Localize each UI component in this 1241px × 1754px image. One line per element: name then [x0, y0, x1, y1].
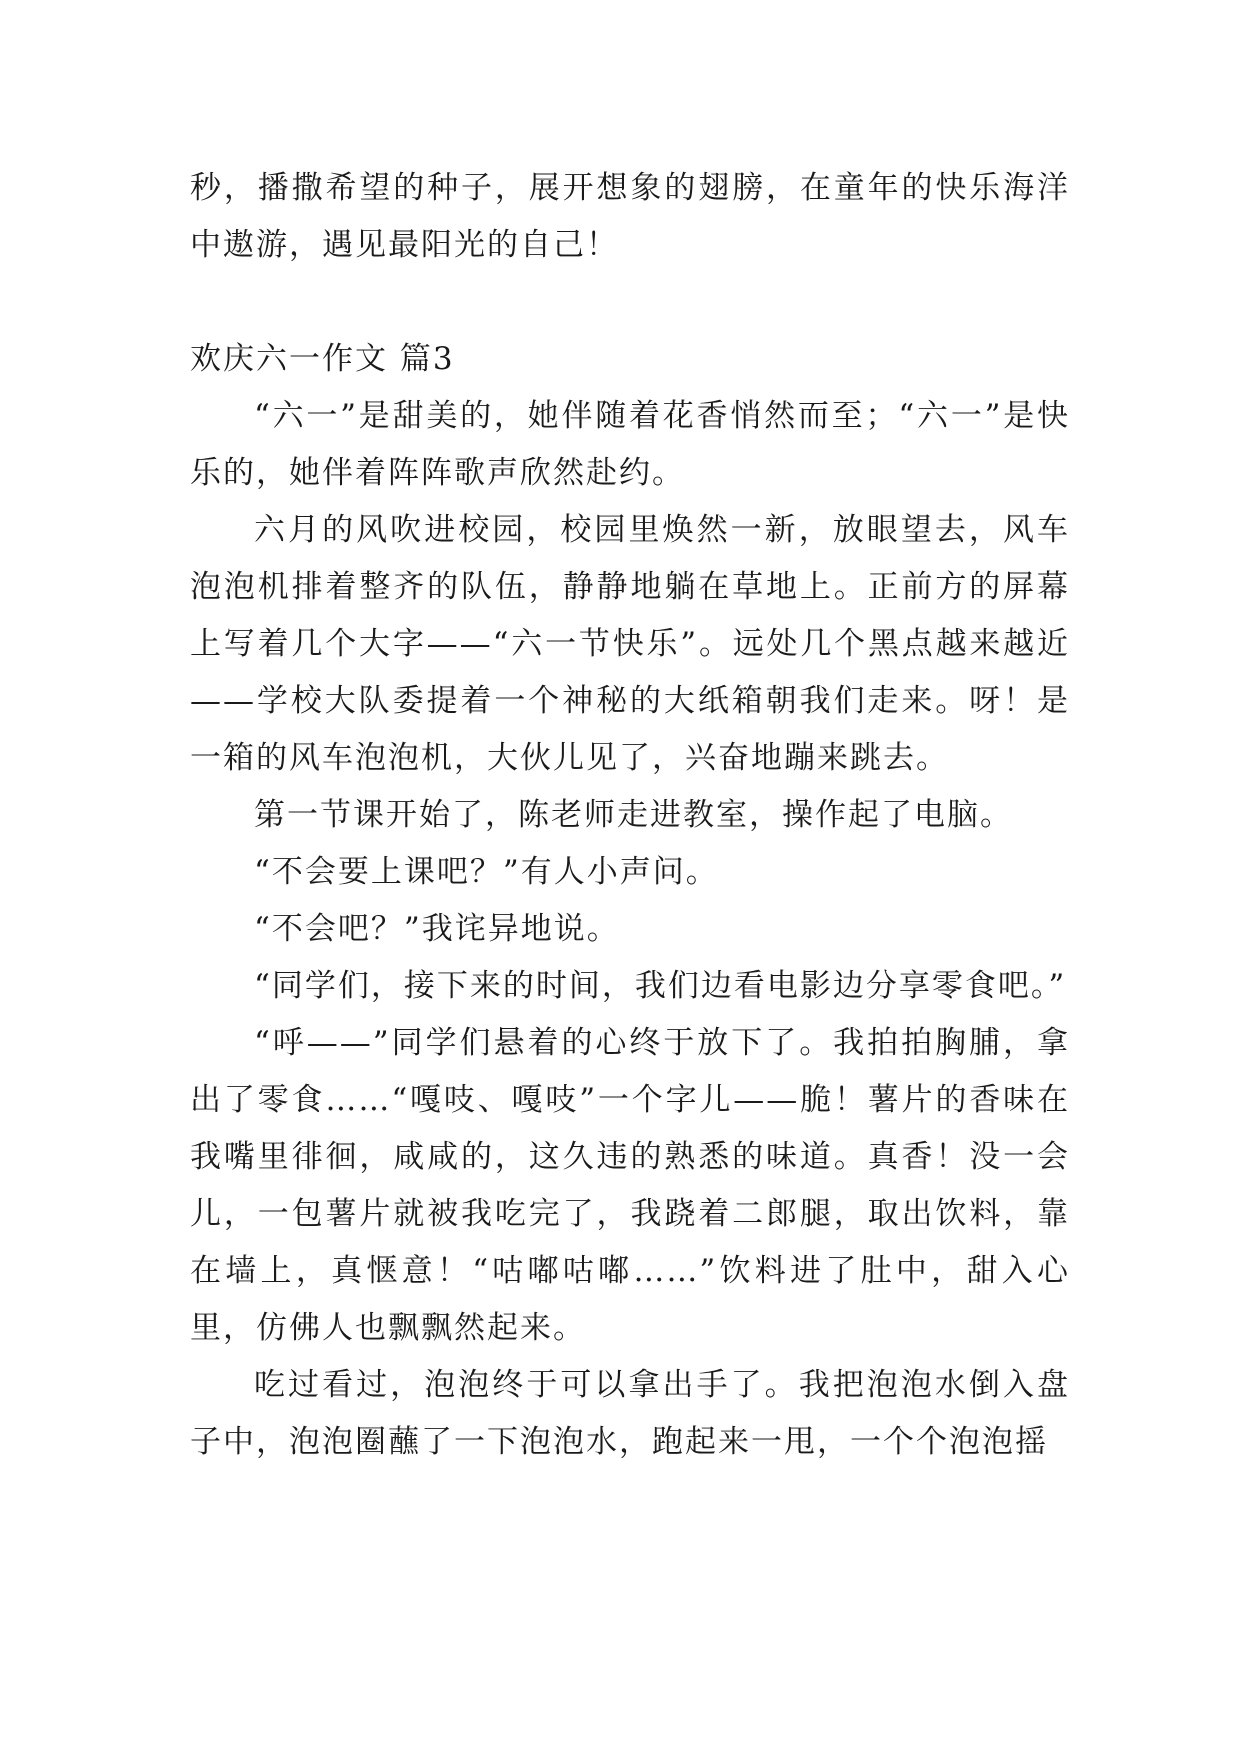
- paragraph-6: “同学们，接下来的时间，我们边看电影边分享零食吧。”: [254, 968, 1067, 1004]
- paragraph-8: 吃过看过，泡泡终于可以拿出手了。我把泡泡水倒入盘子中，泡泡圈蘸了一下泡泡水，跑起来一甩，一个个泡泡摇: [190, 1367, 1070, 1460]
- paragraph-3: 第一节课开始了，陈老师走进教室，操作起了电脑。: [254, 797, 1013, 833]
- paragraph-4: “不会要上课吧？”有人小声问。: [254, 854, 719, 890]
- paragraph-5: “不会吧？”我诧异地说。: [254, 911, 620, 947]
- section-spacer: [190, 274, 1070, 331]
- paragraph-1: “六一”是甜美的，她伴随着花香悄然而至；“六一”是快乐的，她伴着阵阵歌声欣然赴约。: [190, 398, 1070, 491]
- continuation-paragraph: 秒，播撒希望的种子，展开想象的翅膀，在童年的快乐海洋中遨游，遇见最阳光的自己！: [190, 170, 1070, 263]
- paragraph-2: 六月的风吹进校园，校园里焕然一新，放眼望去，风车泡泡机排着整齐的队伍，静静地躺在草地上。正前方的屏幕上写着几个大字——“六一节快乐”。远处几个黑点越来越近——学校大队委提着一个神秘的大纸箱朝我们走来。呀！是一箱的风车泡泡机，大伙儿见了，兴奋地蹦来跳去。: [190, 512, 1070, 776]
- section-title: 欢庆六一作文 篇3: [190, 341, 455, 377]
- document-page: [190, 160, 1070, 1471]
- paragraph-7: “呼——”同学们悬着的心终于放下了。我拍拍胸脯，拿出了零食……“嘎吱、嘎吱”一个字儿——脆！薯片的香味在我嘴里徘徊，咸咸的，这久违的熟悉的味道。真香！没一会儿，一包薯片就被我吃完了，我跷着二郎腿，取出饮料，靠在墙上，真惬意！“咕嘟咕嘟……”饮料进了肚中，甜入心里，仿佛人也飘飘然起来。: [190, 1025, 1070, 1346]
